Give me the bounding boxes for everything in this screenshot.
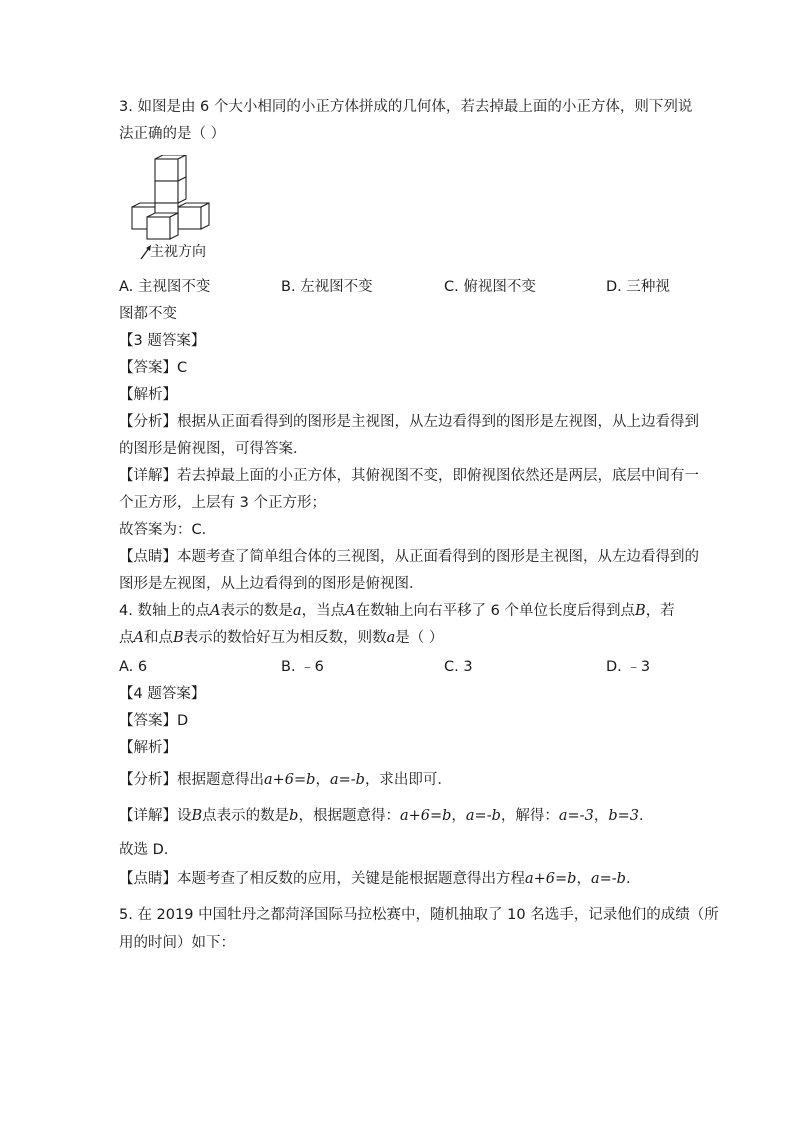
q4-answer-header: 【4 题答案】	[119, 686, 206, 702]
q3-fenxi-line2: 的图形是俯视图，可得答案．	[119, 441, 308, 457]
q4-fenxi	[119, 770, 452, 790]
text-span: ，解得：	[500, 808, 559, 824]
q4-answer: 【答案】D	[119, 713, 189, 729]
equation: a=-3	[558, 808, 594, 824]
text-span: ，当点	[301, 603, 346, 619]
text-span: ，若	[645, 603, 675, 619]
q3-xiangjie-line2: 个正方形，上层有 3 个正方形；	[119, 495, 326, 511]
text-span: 在数轴上向右平移了 6 个单位长度后得到点	[355, 603, 636, 619]
q3-dianjing-line2: 图形是左视图，从上边看得到的图形是俯视图．	[119, 576, 424, 592]
cube-side-face	[170, 213, 178, 239]
q3-option-a: A. 主视图不变	[119, 279, 211, 295]
q4-dianjing	[119, 869, 631, 889]
text-span: .	[638, 808, 644, 824]
equation: a+6=b	[399, 808, 452, 824]
text-span: 点	[119, 630, 134, 646]
text-span: ，	[451, 808, 466, 824]
q5-stem-line2: 用的时间）如下：	[119, 935, 235, 951]
text-span: ，根据题意得：	[298, 808, 400, 824]
text-span: 【点睛】本题考查了相反数的应用，关键是能根据题意得出方程	[119, 871, 525, 887]
q4-conclusion: 故选 D.	[119, 842, 169, 858]
q4-analysis-header: 【解析】	[119, 740, 177, 756]
equation: a=-b	[329, 772, 365, 788]
cube-side-face	[178, 177, 186, 203]
text-span: ，	[315, 772, 330, 788]
q5-stem-line1: 5. 在 2019 中国牡丹之都菏泽国际马拉松赛中，随机抽取了 10 名选手，记录他们的成绩（所	[119, 907, 719, 923]
text-span: 【详解】设	[119, 808, 192, 824]
q4-option-a: A. 6	[119, 659, 148, 675]
q3-stem-line1: 3. 如图是由 6 个大小相同的小正方体拼成的几何体，若去掉最上面的小正方体，则下列说	[119, 99, 693, 115]
text-span: 点表示的数是	[202, 808, 290, 824]
text-span: 是（ ）	[395, 630, 444, 646]
text-span: .	[625, 871, 631, 887]
var-a: a	[386, 630, 396, 646]
text-span: 【分析】根据题意得出	[119, 772, 264, 788]
cube-front-face	[178, 207, 201, 229]
equation: a+6=b	[264, 772, 316, 788]
q3-analysis-header: 【解析】	[119, 387, 177, 403]
equation: a=-b	[590, 871, 626, 887]
text-span: 表示的数是	[220, 603, 293, 619]
q3-answer: 【答案】C	[119, 360, 188, 376]
q4-stem-line2	[119, 628, 443, 648]
q3-xiangjie-line1: 【详解】若去掉最上面的小正方体，其俯视图不变，即俯视图依然还是两层，底层中间有一	[119, 468, 699, 484]
q3-option-c: C. 俯视图不变	[444, 279, 536, 295]
text-span: ，求出即可．	[364, 772, 452, 788]
var-B: B	[635, 603, 646, 619]
q3-conclusion: 故答案为：C．	[119, 522, 217, 538]
q4-option-d: D. ﹣3	[606, 659, 651, 675]
q3-fenxi-line1: 【分析】根据从正面看得到的图形是主视图，从左边看得到的图形是左视图，从上边看得到	[119, 414, 699, 430]
figure-caption: 主视方向	[150, 244, 206, 260]
view-direction-arrow	[141, 248, 149, 259]
text-span: ，	[576, 871, 591, 887]
cube-front-face	[155, 181, 178, 203]
q4-xiangjie	[119, 806, 644, 826]
q3-stem-line2: 法正确的是（ ）	[119, 126, 226, 142]
var-a: a	[292, 603, 302, 619]
var-A: A	[345, 603, 356, 619]
var-B: B	[172, 630, 184, 646]
q3-option-b: B. 左视图不变	[281, 279, 373, 295]
equation: a+6=b	[525, 871, 577, 887]
equation: b=3	[608, 808, 639, 824]
text-span: 和点	[143, 630, 173, 646]
text-span: ，	[593, 808, 609, 824]
q4-option-b: B. ﹣6	[281, 659, 324, 675]
text-span: 表示的数恰好互为相反数，则数	[183, 630, 387, 646]
var-b: b	[289, 808, 299, 824]
var-B: B	[191, 808, 203, 824]
q3-option-d: D. 三种视	[606, 279, 670, 295]
q3-dianjing-line1: 【点睛】本题考查了简单组合体的三视图，从正面看得到的图形是主视图，从左边看得到的	[119, 549, 699, 565]
text-span: 4. 数轴上的点	[119, 603, 210, 619]
cube-side-face	[201, 203, 209, 229]
q4-stem-line1	[119, 601, 675, 621]
q4-option-c: C. 3	[444, 659, 473, 675]
cube-front-face	[155, 159, 178, 181]
q3-answer-header: 【3 题答案】	[119, 333, 206, 349]
cube-front-face	[147, 217, 170, 239]
var-A: A	[209, 603, 221, 619]
q3-option-d-wrap: 图都不变	[119, 306, 177, 322]
equation: a=-b	[465, 808, 501, 824]
var-A: A	[133, 630, 144, 646]
